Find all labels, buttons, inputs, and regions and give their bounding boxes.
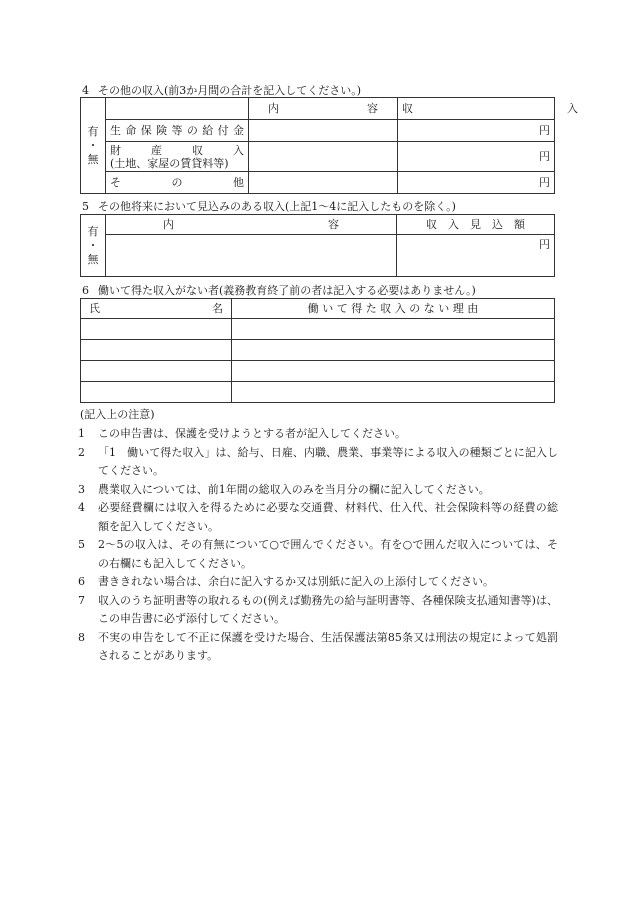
content-cell[interactable] (249, 142, 398, 172)
table-row (81, 340, 555, 361)
amount-cell[interactable]: 円 (397, 235, 555, 277)
future-income-header-row (81, 215, 555, 235)
note-item: 2 「1 働いて得た収入」は、給与、日雇、内職、農業、事業等による収入の種類ごとに記入してください。 (78, 445, 558, 477)
content-header: 内 容 (249, 98, 398, 120)
other-income-header-row (81, 98, 555, 120)
note-item: 3 農業収入については、前1年間の総収入のみを当月分の欄に記入してください。 (78, 482, 490, 496)
amount-cell[interactable]: 円 (398, 142, 555, 172)
name-cell[interactable] (81, 361, 232, 382)
row-label: 財 産 収 入 (土地、家屋の賃貸料等) (106, 142, 249, 172)
name-header: 氏 名 (81, 299, 232, 319)
expected-amount-header: 収 入 見 込 額 (397, 215, 555, 235)
future-income-table (80, 214, 555, 277)
reason-cell[interactable] (232, 319, 555, 340)
reason-header: 働 い て 得 た 収 入 の な い 理 由 (232, 299, 555, 319)
amount-cell[interactable]: 円 (398, 172, 555, 194)
content-cell[interactable] (249, 172, 398, 194)
other-income-row (81, 172, 555, 194)
table-row (81, 319, 555, 340)
note-item: 1 この申告書は、保護を受けようとする者が記入してください。 (78, 427, 406, 440)
other-income-row (81, 120, 555, 142)
note-item: 8 不実の申告をして不正に保護を受けた場合、生活保護法第85条又は刑法の規定によって処罰されることがあります。 (78, 630, 558, 662)
section-4-title: 4 その他の収入(前3か月間の合計を記入してください。) (82, 84, 362, 97)
other-income-row (81, 142, 555, 172)
content-cell[interactable] (249, 120, 398, 142)
row-label: 生命保険等の給付金 (106, 120, 249, 142)
table-row (81, 382, 555, 403)
note-item: 6 書ききれない場合は、余白に記入するか又は別紙に記入の上添付してください。 (78, 575, 494, 588)
reason-cell[interactable] (232, 382, 555, 403)
yes-no-cell[interactable]: 有 ・ 無 (81, 98, 106, 194)
future-income-row (81, 235, 555, 277)
content-cell[interactable] (106, 235, 397, 277)
notes-heading: (記入上の注意) (80, 408, 155, 421)
reason-cell[interactable] (232, 361, 555, 382)
other-income-table (80, 97, 578, 194)
no-earned-income-table (80, 298, 555, 403)
notes-section (78, 405, 558, 666)
note-item: 4 必要経費欄には収入を得るために必要な交通費、材料代、仕入代、社会保険料等の経費の総額を記入してください。 (78, 501, 558, 533)
name-cell[interactable] (81, 340, 232, 361)
amount-cell[interactable]: 円 (398, 120, 555, 142)
section-5-title: 5 その他将来において見込みのある収入(上記1〜4に記入したものを除く。) (82, 200, 456, 213)
note-item: 7 収入のうち証明書等の取れるもの(例えば勤務先の給与証明書等、各種保険支払通知書等)は、この申告書に必ず添付してください。 (78, 593, 558, 625)
name-cell[interactable] (81, 319, 232, 340)
blank-header-cell (106, 98, 249, 120)
amount-header: 収 入 (398, 98, 555, 120)
yes-no-cell[interactable]: 有 ・ 無 (81, 215, 106, 277)
name-cell[interactable] (81, 382, 232, 403)
no-income-header-row (81, 299, 555, 319)
section-6-title: 6 働いて得た収入がない者(義務教育終了前の者は記入する必要はありません。) (82, 284, 476, 297)
note-item: 5 2〜5の収入は、その有無について○で囲んでください。有を○で囲んだ収入については、その右欄にも記入してください。 (78, 538, 558, 570)
reason-cell[interactable] (232, 340, 555, 361)
row-label: そ の 他 (106, 172, 249, 194)
table-row (81, 361, 555, 382)
content-header: 内 容 (106, 215, 397, 235)
